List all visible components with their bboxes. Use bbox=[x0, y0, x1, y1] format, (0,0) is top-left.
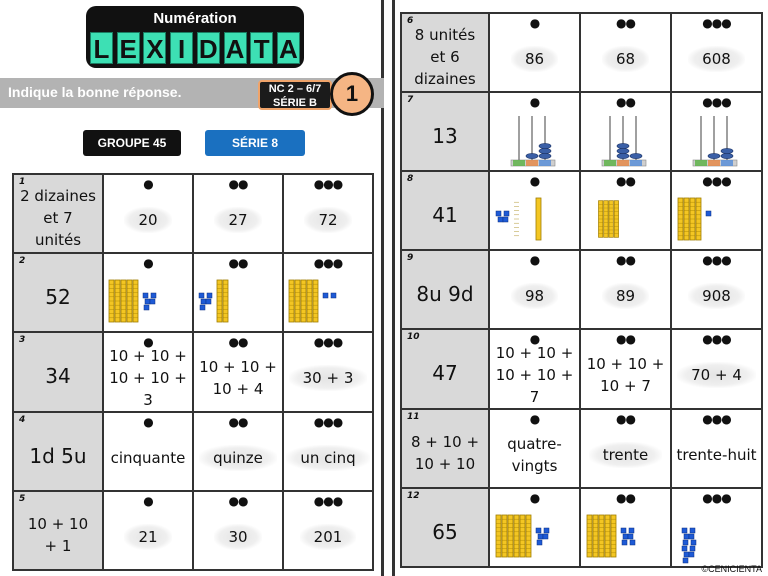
answer-text: 20 bbox=[124, 207, 171, 233]
abacus-bead bbox=[630, 153, 642, 158]
abacus bbox=[507, 110, 563, 170]
answer-option-1[interactable] bbox=[103, 253, 193, 332]
option-dots: ●● bbox=[616, 412, 635, 426]
option-dots: ● bbox=[143, 177, 153, 191]
option-dots: ●● bbox=[616, 16, 635, 30]
question-number: 10 bbox=[407, 332, 420, 342]
title-subtitle: Numération bbox=[153, 10, 237, 27]
option-dots: ●● bbox=[616, 174, 635, 188]
question-text: 47 bbox=[432, 361, 458, 385]
answer-option-1[interactable] bbox=[103, 491, 193, 570]
abacus-bead bbox=[526, 153, 538, 158]
base-ten-blocks bbox=[492, 191, 578, 247]
question-cell bbox=[13, 253, 103, 332]
answer-option-3[interactable] bbox=[671, 250, 762, 329]
question-row bbox=[401, 13, 762, 92]
serie-label: SÉRIE 8 bbox=[205, 130, 305, 156]
unit-cube bbox=[628, 534, 633, 539]
answer-option-3[interactable] bbox=[671, 409, 762, 488]
question-row bbox=[401, 250, 762, 329]
option-dots: ● bbox=[529, 253, 540, 267]
abacus-bead bbox=[617, 148, 629, 153]
answer-option-3[interactable] bbox=[283, 491, 373, 570]
option-dots: ● bbox=[529, 412, 540, 426]
answer-text: 89 bbox=[602, 283, 649, 309]
unit-cube bbox=[684, 534, 689, 539]
sheet-number-circle: 1 bbox=[330, 72, 374, 116]
unit-cube bbox=[690, 528, 695, 533]
option-picture bbox=[490, 111, 579, 168]
question-number: 1 bbox=[19, 177, 26, 187]
answer-option-3[interactable] bbox=[671, 13, 762, 92]
question-text: 2 dizaines et 7 unités bbox=[20, 186, 96, 249]
unit-cube bbox=[207, 293, 212, 298]
title-letter: I bbox=[170, 32, 193, 64]
unit-cube bbox=[623, 534, 628, 539]
question-row bbox=[13, 174, 373, 253]
question-text: 1d 5u bbox=[29, 443, 87, 468]
question-row bbox=[13, 491, 373, 570]
answer-option-2[interactable] bbox=[580, 488, 671, 567]
answer-text: quatre-vingts bbox=[507, 434, 562, 475]
unit-cube bbox=[622, 540, 627, 545]
unit-cube bbox=[683, 540, 688, 545]
abacus-bead bbox=[708, 153, 720, 158]
question-cell bbox=[13, 412, 103, 491]
option-dots: ● bbox=[143, 335, 153, 349]
unit-cube bbox=[536, 528, 541, 533]
option-picture bbox=[194, 272, 282, 329]
unit-cube bbox=[504, 211, 509, 216]
base-ten-blocks bbox=[195, 273, 281, 329]
question-text: 8u 9d bbox=[416, 281, 474, 306]
unit-cube bbox=[143, 293, 148, 298]
option-dots: ● bbox=[529, 174, 540, 188]
left-question-grid bbox=[12, 173, 374, 571]
answer-option-1[interactable] bbox=[489, 329, 580, 409]
option-dots: ●●● bbox=[313, 415, 343, 429]
unit-cube bbox=[331, 293, 336, 298]
option-picture bbox=[490, 190, 579, 247]
level-badge bbox=[258, 80, 332, 110]
series-line: SÉRIE B bbox=[272, 97, 317, 109]
unit-cube bbox=[630, 540, 635, 545]
answer-option-2[interactable] bbox=[193, 491, 283, 570]
answer-option-1[interactable] bbox=[489, 171, 580, 250]
option-dots: ●●● bbox=[313, 177, 343, 191]
title-banner bbox=[86, 6, 304, 68]
unit-cube bbox=[682, 546, 687, 551]
answer-text: 21 bbox=[124, 524, 171, 550]
base-ten-blocks bbox=[285, 273, 371, 329]
title-letter: T bbox=[250, 32, 273, 64]
answer-text: un cinq bbox=[286, 445, 369, 471]
option-dots: ●● bbox=[616, 253, 635, 267]
answer-option-1[interactable] bbox=[489, 13, 580, 92]
answer-option-3[interactable] bbox=[283, 174, 373, 253]
unit-cube bbox=[503, 217, 508, 222]
option-dots: ● bbox=[143, 494, 153, 508]
answer-option-1[interactable] bbox=[489, 488, 580, 567]
question-cell bbox=[13, 491, 103, 570]
question-number: 6 bbox=[407, 16, 414, 26]
question-text: 65 bbox=[432, 519, 458, 544]
option-dots: ●●● bbox=[313, 256, 343, 270]
answer-text: quinze bbox=[199, 445, 277, 471]
title-letter: D bbox=[197, 32, 220, 64]
title-letter: A bbox=[224, 32, 247, 64]
answer-option-2[interactable] bbox=[580, 13, 671, 92]
unit-cube bbox=[144, 305, 149, 310]
ten-rod bbox=[536, 198, 541, 240]
unit-cube bbox=[199, 293, 204, 298]
question-row bbox=[401, 92, 762, 171]
base-ten-blocks bbox=[105, 273, 191, 329]
option-picture bbox=[284, 272, 372, 329]
option-dots: ●● bbox=[228, 415, 248, 429]
question-text: 10 + 10 + 1 bbox=[27, 514, 89, 555]
option-dots: ● bbox=[529, 332, 540, 346]
answer-text: 30 bbox=[214, 524, 261, 550]
abacus-bead bbox=[539, 148, 551, 153]
level-line: NC 2 – 6/7 bbox=[268, 83, 322, 95]
answer-text: 27 bbox=[214, 207, 261, 233]
option-dots: ●●● bbox=[702, 16, 731, 30]
option-dots: ●● bbox=[616, 332, 635, 346]
answer-option-2[interactable] bbox=[580, 171, 671, 250]
question-text: 34 bbox=[45, 364, 71, 388]
answer-option-3[interactable] bbox=[671, 329, 762, 409]
unit-cube bbox=[537, 540, 542, 545]
abacus-bead bbox=[539, 153, 551, 158]
option-dots: ● bbox=[143, 415, 153, 429]
answer-option-3[interactable] bbox=[283, 412, 373, 491]
answer-option-1[interactable] bbox=[489, 92, 580, 171]
answer-text: 10 + 10 + 10 + 10 + 7 bbox=[495, 344, 574, 406]
unit-cube bbox=[206, 299, 211, 304]
unit-cube bbox=[691, 540, 696, 545]
answer-option-3[interactable] bbox=[283, 332, 373, 412]
unit-cube bbox=[323, 293, 328, 298]
question-cell bbox=[401, 92, 489, 171]
unit-cube bbox=[683, 558, 688, 563]
answer-text: trente bbox=[589, 442, 663, 468]
question-cell bbox=[401, 409, 489, 488]
answer-text: 86 bbox=[511, 46, 558, 72]
question-row bbox=[401, 171, 762, 250]
base-ten-blocks bbox=[674, 191, 760, 247]
question-cell bbox=[13, 332, 103, 412]
abacus bbox=[598, 110, 654, 170]
question-text: 13 bbox=[432, 123, 458, 148]
unit-cube bbox=[538, 534, 543, 539]
abacus bbox=[689, 110, 745, 170]
answer-text: trente-huit bbox=[676, 445, 757, 464]
base-ten-blocks bbox=[674, 508, 760, 564]
answer-option-1[interactable] bbox=[103, 412, 193, 491]
option-dots: ●● bbox=[228, 256, 248, 270]
option-dots: ●●● bbox=[702, 332, 731, 346]
question-cell bbox=[401, 250, 489, 329]
question-number: 8 bbox=[407, 174, 414, 184]
answer-option-2[interactable] bbox=[580, 250, 671, 329]
answer-option-2[interactable] bbox=[580, 329, 671, 409]
unit-cube bbox=[543, 534, 548, 539]
question-row bbox=[401, 409, 762, 488]
question-text: 41 bbox=[432, 202, 458, 227]
unit-cube bbox=[706, 211, 711, 216]
option-dots: ●● bbox=[228, 177, 248, 191]
answer-option-3[interactable] bbox=[671, 92, 762, 171]
option-picture bbox=[581, 111, 670, 168]
abacus-bead bbox=[721, 148, 733, 153]
right-page bbox=[392, 0, 768, 576]
unit-cube bbox=[690, 546, 695, 551]
answer-option-2[interactable] bbox=[193, 174, 283, 253]
answer-text: 908 bbox=[688, 283, 745, 309]
unit-cube bbox=[498, 217, 503, 222]
answer-option-3[interactable] bbox=[671, 488, 762, 567]
answer-option-3[interactable] bbox=[283, 253, 373, 332]
question-row bbox=[13, 332, 373, 412]
option-dots: ●●● bbox=[702, 174, 731, 188]
base-ten-blocks bbox=[595, 191, 670, 247]
unit-cube bbox=[496, 211, 501, 216]
answer-option-3[interactable] bbox=[671, 171, 762, 250]
answer-text: 98 bbox=[511, 283, 558, 309]
question-number: 12 bbox=[407, 491, 420, 501]
option-dots: ●● bbox=[616, 95, 635, 109]
question-cell bbox=[13, 174, 103, 253]
option-dots: ● bbox=[529, 491, 540, 505]
option-picture bbox=[581, 507, 670, 564]
abacus-bead bbox=[721, 153, 733, 158]
unit-cube bbox=[201, 299, 206, 304]
answer-text: 201 bbox=[300, 524, 357, 550]
unit-cube bbox=[200, 305, 205, 310]
title-letter: X bbox=[143, 32, 166, 64]
option-picture bbox=[672, 507, 761, 564]
option-dots: ●● bbox=[228, 494, 248, 508]
answer-option-1[interactable] bbox=[489, 409, 580, 488]
option-picture bbox=[581, 190, 670, 247]
abacus-bead bbox=[539, 143, 551, 148]
unit-cube bbox=[151, 293, 156, 298]
unit-cube bbox=[689, 552, 694, 557]
question-number: 3 bbox=[19, 335, 26, 345]
question-row bbox=[13, 412, 373, 491]
title-letter: E bbox=[117, 32, 140, 64]
question-cell bbox=[401, 171, 489, 250]
unit-cube bbox=[145, 299, 150, 304]
unit-cube bbox=[629, 528, 634, 533]
title-letters bbox=[90, 32, 300, 64]
option-dots: ● bbox=[529, 16, 540, 30]
unit-cube bbox=[621, 528, 626, 533]
question-cell bbox=[401, 488, 489, 567]
right-question-grid bbox=[400, 12, 763, 568]
title-letter: A bbox=[277, 32, 300, 64]
answer-text: 10 + 10 + 10 + 7 bbox=[586, 355, 665, 395]
question-cell bbox=[401, 329, 489, 409]
abacus-bead bbox=[617, 143, 629, 148]
option-dots: ●●● bbox=[702, 412, 731, 426]
unit-cube bbox=[544, 528, 549, 533]
groupe-label: GROUPE 45 bbox=[83, 130, 181, 156]
answer-option-2[interactable] bbox=[580, 409, 671, 488]
answer-option-2[interactable] bbox=[193, 332, 283, 412]
option-dots: ●●● bbox=[702, 253, 731, 267]
instruction-text: Indique la bonne réponse. bbox=[8, 84, 182, 100]
question-row bbox=[13, 253, 373, 332]
question-number: 7 bbox=[407, 95, 414, 105]
option-dots: ● bbox=[143, 256, 153, 270]
abacus-bead bbox=[617, 153, 629, 158]
title-letter: L bbox=[90, 32, 113, 64]
answer-option-1[interactable] bbox=[489, 250, 580, 329]
option-picture bbox=[672, 111, 761, 168]
answer-text: 30 + 3 bbox=[289, 365, 368, 391]
option-picture bbox=[672, 190, 761, 247]
answer-text: 68 bbox=[602, 46, 649, 72]
option-picture bbox=[104, 272, 192, 329]
question-row bbox=[401, 488, 762, 567]
base-ten-blocks bbox=[492, 508, 578, 564]
option-dots: ●●● bbox=[313, 494, 343, 508]
question-row bbox=[401, 329, 762, 409]
answer-text: cinquante bbox=[110, 448, 186, 467]
answer-text: 72 bbox=[304, 207, 351, 233]
option-dots: ●● bbox=[228, 335, 248, 349]
answer-text: 70 + 4 bbox=[677, 362, 756, 388]
answer-option-2[interactable] bbox=[193, 253, 283, 332]
question-number: 2 bbox=[19, 256, 26, 266]
option-dots: ● bbox=[529, 95, 540, 109]
option-dots: ●●● bbox=[702, 491, 731, 505]
question-text: 52 bbox=[45, 284, 71, 309]
answer-text: 10 + 10 + 10 + 4 bbox=[199, 358, 277, 398]
unit-cube bbox=[682, 528, 687, 533]
credit-text: ©CENICIENTA bbox=[701, 564, 762, 574]
question-text: 8 unités et 6 dizaines bbox=[414, 25, 476, 88]
unit-cube bbox=[150, 299, 155, 304]
option-dots: ●● bbox=[616, 491, 635, 505]
answer-option-2[interactable] bbox=[580, 92, 671, 171]
answer-option-2[interactable] bbox=[193, 412, 283, 491]
answer-text: 608 bbox=[688, 46, 745, 72]
answer-option-1[interactable] bbox=[103, 332, 193, 412]
question-text: 8 + 10 + 10 + 10 bbox=[410, 432, 480, 473]
answer-option-1[interactable] bbox=[103, 174, 193, 253]
option-dots: ●●● bbox=[313, 335, 343, 349]
question-number: 11 bbox=[407, 412, 420, 422]
answer-text: 10 + 10 + 10 + 10 + 3 bbox=[109, 347, 187, 409]
question-cell bbox=[401, 13, 489, 92]
unit-cube bbox=[684, 552, 689, 557]
base-ten-blocks bbox=[583, 508, 669, 564]
unit-cube bbox=[689, 534, 694, 539]
option-picture bbox=[490, 507, 579, 564]
question-number: 4 bbox=[19, 415, 26, 425]
question-number: 9 bbox=[407, 253, 414, 263]
question-number: 5 bbox=[19, 494, 26, 504]
option-dots: ●●● bbox=[702, 95, 731, 109]
